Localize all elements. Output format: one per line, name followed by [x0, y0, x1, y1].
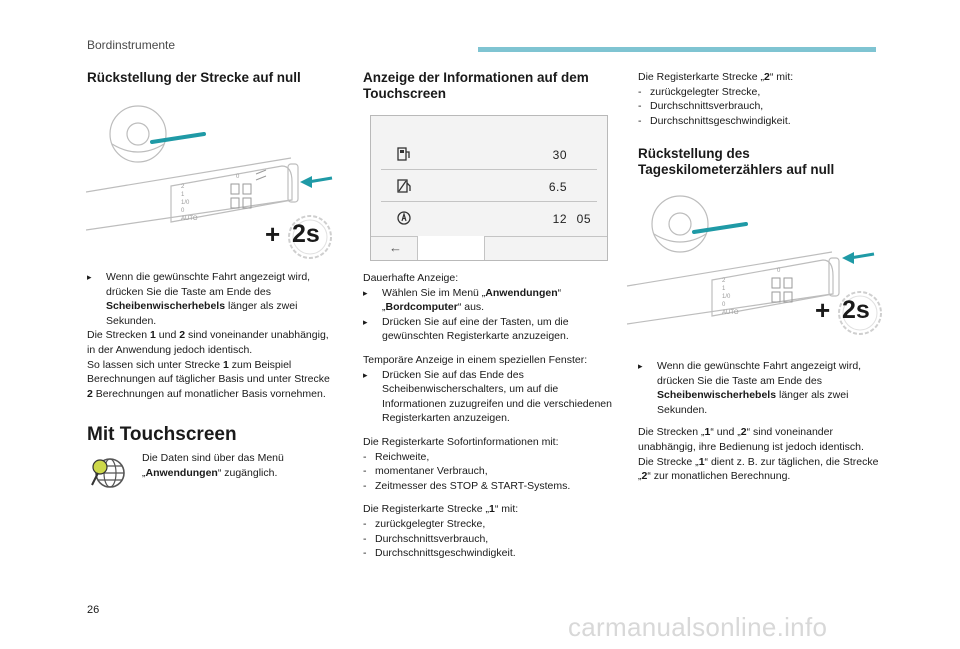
touchscreen-access-text: Die Daten sind über das Menü „Anwendungen“ zugänglich. [142, 452, 284, 479]
section-header: Bordinstrumente [87, 38, 176, 52]
svg-text:0: 0 [722, 302, 726, 308]
consumption-value: 6.5 [548, 180, 567, 194]
section-title-display-info: Anzeige der Informationen auf dem Touchscreen [363, 70, 589, 101]
svg-text:1: 1 [722, 286, 726, 292]
touchscreen-trip-display [370, 115, 608, 261]
svg-text:1: 1 [181, 192, 185, 198]
instant-tab-heading: Die Registerkarte Sofortinformationen mit: [363, 435, 559, 448]
fuel-range-icon [396, 146, 412, 162]
list-item: - Durchschnittsgeschwindigkeit. [363, 547, 516, 560]
list-item: - Durchschnittsverbrauch, [638, 100, 764, 113]
temporary-display-heading: Temporäre Anzeige in einem speziellen Fenster: [363, 353, 588, 366]
paragraph: So lassen sich unter Strecke 1 zum Beispiel Berechnungen auf täglicher Basis und unter Strecke 2 Berechnungen auf monatlicher Basis vornehmen. [87, 358, 330, 400]
watermark: carmanualsonline.info [568, 612, 828, 642]
applications-globe-icon [88, 455, 128, 491]
col1-instructions [87, 270, 337, 401]
header-accent-bar [478, 47, 876, 52]
paragraph: Die Strecken 1 und 2 sind voneinander unabhängig, in der Anwendung jedoch identisch. [87, 329, 329, 356]
list-item: - Durchschnittsverbrauch, [363, 532, 489, 545]
list-item: ▸ Wenn die gewünschte Fahrt angezeigt wird, drücken Sie die Taste am Ende des Scheibenwischerhebels länger als zwei Sekunden. [87, 271, 311, 327]
col3-instructions [638, 359, 888, 484]
bullet-marker-icon: ▸ [363, 369, 368, 380]
permanent-display-heading: Dauerhafte Anzeige: [363, 272, 459, 284]
badge-duration: 2s [842, 296, 870, 324]
svg-text:AUTO: AUTO [722, 310, 739, 316]
section-title-odometer-reset: Rückstellung des Tageskilometerzählers auf null [638, 146, 835, 177]
hold-2s-badge [265, 214, 337, 260]
stop-start-icon [396, 210, 412, 226]
list-item: - Durchschnittsgeschwindigkeit. [638, 114, 791, 127]
trip2-tab-heading: Die Registerkarte Strecke „2“ mit: [638, 71, 794, 83]
screen-row-consumption[interactable] [381, 172, 597, 202]
paragraph: Die Strecke „1“ dient z. B. zur täglichen, die Strecke „2“ zur monatlichen Berechnung. [638, 455, 879, 483]
tab-panel [417, 236, 485, 260]
hold-2s-badge-2 [815, 290, 887, 336]
pointer-arrow-upper [152, 134, 204, 142]
bullet-marker-icon: ▸ [638, 361, 643, 371]
pointer-arrow-upper [694, 224, 746, 232]
list-item: ▸ Wenn die gewünschte Fahrt angezeigt wird, drücken Sie die Taste am Ende des Scheibenwischerhebels länger als zwei Sekunden. [638, 360, 862, 416]
list-item: - Zeitmesser des STOP & START-Systems. [363, 479, 571, 492]
svg-text:0: 0 [181, 208, 185, 214]
trip2-tab-info [638, 70, 888, 128]
stop-start-minutes: 05 [576, 212, 591, 226]
screen-bottom-bar [371, 236, 607, 260]
screen-row-stop-start[interactable] [381, 204, 597, 234]
svg-text:0: 0 [777, 268, 781, 274]
list-item: ▸ Drücken Sie auf das Ende des Scheibenwischerschalters, um auf die Informationen zuzugreifen und die verschiedenen Registerkarten anzuzeigen. [363, 368, 612, 425]
bullet-marker-icon: ▸ [363, 316, 368, 327]
page-number: 26 [87, 604, 100, 616]
svg-text:1/0: 1/0 [722, 294, 731, 300]
badge-plus: + [815, 295, 831, 325]
screen-row-range[interactable] [381, 140, 597, 170]
back-arrow-icon[interactable]: ← [389, 240, 402, 255]
section-title-touchscreen: Mit Touchscreen [87, 424, 237, 445]
list-item: ▸ Wählen Sie im Menü „Anwendungen“ „Bordcomputer“ aus. [363, 286, 562, 314]
svg-text:1/0: 1/0 [181, 200, 190, 206]
steering-wheel-icon [110, 106, 166, 162]
badge-duration: 2s [292, 220, 320, 248]
list-item: - Reichweite, [363, 450, 430, 463]
svg-text:AUTO: AUTO [181, 216, 198, 222]
stop-start-hours: 12 [552, 212, 567, 226]
badge-plus: + [265, 219, 281, 249]
bullet-marker-icon: ▸ [87, 272, 92, 282]
fuel-consumption-icon [396, 178, 412, 194]
list-item: - zurückgelegter Strecke, [638, 85, 761, 98]
range-value: 30 [552, 148, 567, 162]
svg-text:0: 0 [236, 174, 240, 180]
svg-text:2: 2 [722, 278, 726, 284]
col2-instructions [363, 271, 621, 561]
svg-text:2: 2 [181, 184, 185, 190]
section-title-trip-reset: Rückstellung der Strecke auf null [87, 70, 301, 85]
list-item: - zurückgelegter Strecke, [363, 517, 486, 530]
list-item: ▸ Drücken Sie auf eine der Tasten, um die gewünschten Registerkarte anzuzeigen. [363, 315, 569, 343]
paragraph: Die Strecken „1“ und „2“ sind voneinander unabhängig, ihre Bedienung ist jedoch identisch. [638, 426, 864, 453]
steering-wheel-icon [652, 196, 708, 252]
list-item: - momentaner Verbrauch, [363, 465, 488, 478]
bullet-marker-icon: ▸ [363, 287, 368, 298]
trip1-tab-heading: Die Registerkarte Strecke „1“ mit: [363, 503, 519, 516]
